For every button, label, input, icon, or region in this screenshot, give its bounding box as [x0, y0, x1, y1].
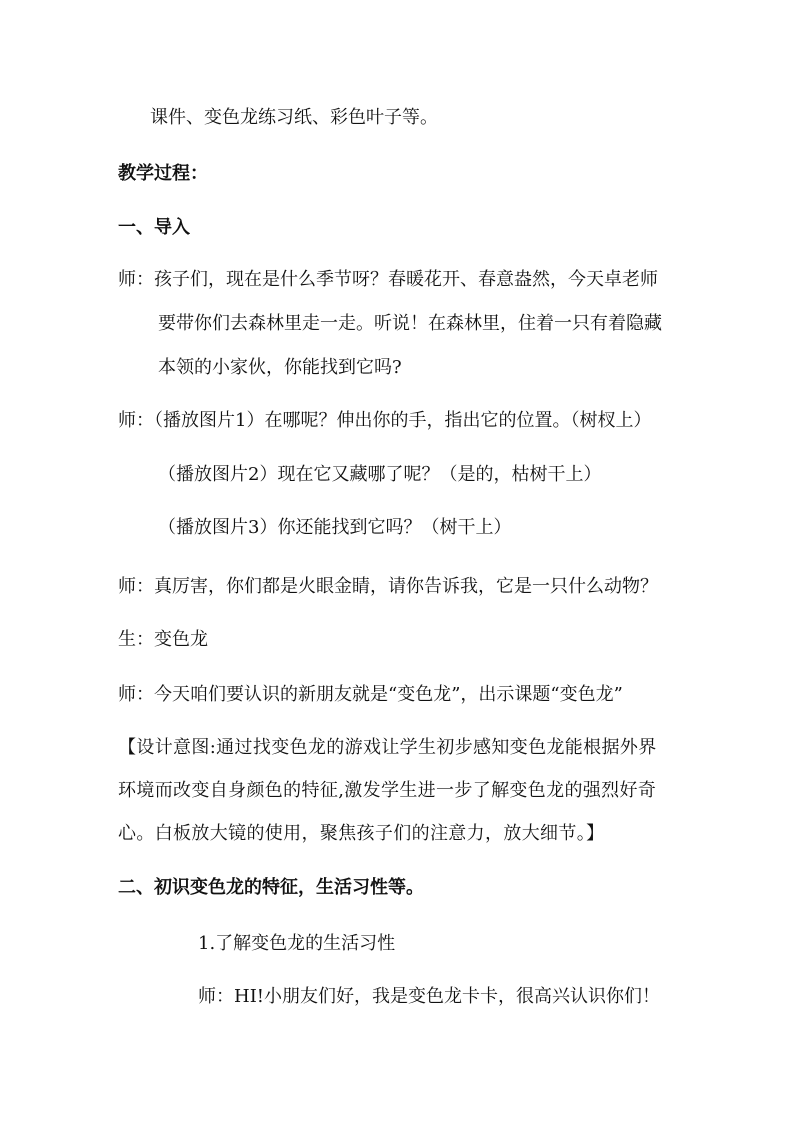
section-two-heading: 二、初识变色龙的特征，生活习性等。 [118, 877, 424, 898]
teacher-line-2: 师：（播放图片1）在哪呢？伸出你的手，指出它的位置。（树杈上） [118, 410, 652, 431]
design-intent-line-1: 【设计意图:通过找变色龙的游戏让学生初步感知变色龙能根据外界 [118, 737, 657, 758]
design-intent-line-3: 心。白板放大镜的使用，聚焦孩子们的注意力，放大细节。】 [118, 823, 605, 844]
student-line: 生：变色龙 [118, 629, 208, 650]
section-one-heading: 一、导入 [118, 217, 190, 238]
subsection-heading: 1.了解变色龙的生活习性 [198, 933, 396, 954]
design-intent-line-2: 环境而改变自身颜色的特征,激发学生进一步了解变色龙的强烈好奇 [118, 780, 657, 801]
picture-2-line: （播放图片2）现在它又藏哪了呢？（是的，枯树干上） [158, 464, 602, 485]
teacher-line-3: 师：真厉害，你们都是火眼金睛，请你告诉我，它是一只什么动物？ [118, 576, 658, 597]
teaching-process-heading: 教学过程： [118, 163, 208, 184]
picture-3-line: （播放图片3）你还能找到它吗？（树干上） [158, 517, 512, 538]
materials-line: 课件、变色龙练习纸、彩色叶子等。 [150, 107, 438, 128]
teacher-line-1b: 要带你们去森林里走一走。听说！在森林里，住着一只有着隐藏 [158, 313, 662, 334]
teacher-line-4: 师：今天咱们要认识的新朋友就是“变色龙”，出示课题“变色龙” [118, 684, 623, 705]
teacher-line-5: 师：HI!小朋友们好，我是变色龙卡卡，很高兴认识你们！ [198, 986, 661, 1007]
teacher-line-1a: 师：孩子们，现在是什么季节呀？春暖花开、春意盎然，今天卓老师 [118, 269, 658, 290]
teacher-line-1c: 本领的小家伙，你能找到它吗? [158, 357, 402, 378]
